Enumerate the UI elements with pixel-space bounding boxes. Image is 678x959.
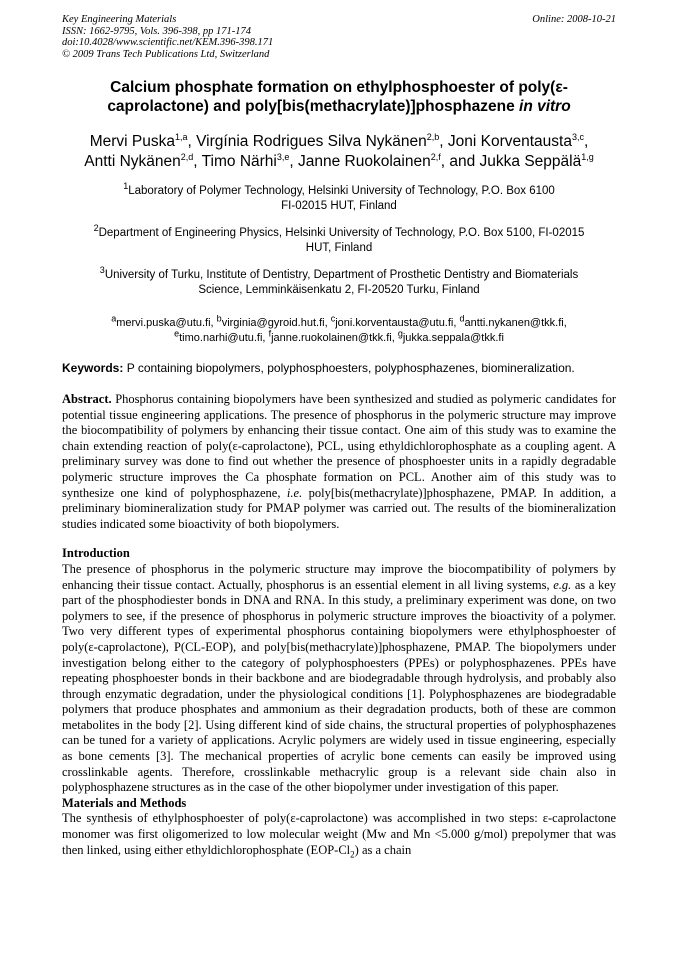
affiliation-3: $^3$University of Turku, Institute of Dentistry, Department of Prosthetic Dentistry and Biomaterials Science, Lemminkäisenkatu 2, FI-20520 Turku, Finland [99,265,579,296]
copyright-line: © 2009 Trans Tech Publications Ltd, Switzerland [62,48,270,60]
keywords-label: Keywords: [62,361,124,375]
journal-header [62,14,616,60]
title-line-2 [62,97,616,116]
email-c[interactable]: joni.korventausta@utu.fi, [335,317,457,329]
methods-heading: Materials and Methods [62,795,187,810]
keywords-text: P containing biopolymers, polyphosphoesters, polyphosphazenes, biomineralization. [126,361,575,375]
author: Joni Korventausta$^{3,c}$ [447,131,584,150]
title-italic: in vitro [519,98,571,115]
methods-text: The synthesis of ethylphosphoester of poly(ε-caprolactone) was accomplished in two steps: ε-caprolactone monomer was first oligomerized to low molecular weight (Mw and Mn <5.000 g/mol) prepolymer that was then linked, using either ethyldichlorophosphate $(EOP-Cl_2)$ as a chain [62,811,616,860]
introduction-heading: Introduction [62,546,130,561]
paper-page [62,14,616,863]
email-f[interactable]: janne.ruokolainen@tkk.fi, [271,331,395,344]
abstract-label: Abstract. [62,392,112,406]
journal-name: Key Engineering Materials [62,14,177,25]
title-line-1: Calcium phosphate formation on ethylphosphoester of poly(ε- [110,79,568,96]
introduction-text: The presence of phosphorus in the polymeric structure may improve the biocompatibility of polymers by enhancing their tissue contact. Actually, phosphorus is an essential element in all living systems, e.g. as a key part of the phosphodiester bonds in DNA and RNA. In this study, a preliminary experiment was done, on two polymers to see, if the presence of phosphorus in polymeric structure improves the bioactivity of a polymer. Two very different types of experimental phosphorus containing biopolymers were ethylphosphoester of poly(ε-caprolactone), P(CL-EOP), and poly[bis(methacrylate)]phosphazene, PMAP. The biopolymers under investigation belong either to the category of polyphosphoesters (PPEs) or polyphosphazenes. PPEs have repeating phosphoester bonds in their backbone and are biodegradable through hydrolysis, and probably also through enzymatic degradation, under the physiological conditions [1]. Polyphosphazenes are biodegradable polymers that produce phosphates and ammonium as their degradation products, both of these are common metabolites in the body [2]. Using different kind of side chains, the structural properties of polyphosphazenes can be tuned for a variety of applications. Acrylic polymers are widely used in tissue engineering, especially as bone cements [3]. The mechanical properties of acrylic bone cements can easily be improved using crosslinkable agents. Therefore, crosslinkable methacrylic group is a relevant side chain also in polyphosphazene structures as in the case of the other biopolymer under investigation of this paper. [62,561,617,795]
keywords [62,361,616,376]
email-e[interactable]: timo.narhi@utu.fi, [179,331,266,344]
affiliation-2: $^2$Department of Engineering Physics, Helsinki University of Technology, P.O. Box 5100, FI-02015 HUT, Finland [93,223,585,254]
email-b[interactable]: virginia@gyroid.hut.fi, [221,317,328,329]
author: Jukka Seppälä$^{1,g}$ [479,151,594,170]
author-list: Mervi Puska$^{1,a}$, Virgínia Rodrigues Silva Nykänen$^{2,b}$, Joni Korventausta$^{3,c}$, Antti Nykänen$^{2,d}$, Timo Närhi$^{3,e}$, Janne Ruokolainen$^{2,f}$, and Jukka Seppälä$^{1,g}$ [84,131,594,170]
abstract: Abstract. Phosphorus containing biopolymers have been synthesized and studied as polymeric candidates for potential tissue engineering applications. The presence of phosphorus in the polymeric structure may improve the biocompatibility of polymers by enhancing their tissue contact. One aim of this study was to examine the chain extending reaction of poly(ε-caprolactone), PCL, using ethyldichlorophosphate as a coupling agent. A preliminary survey was done to find out whether the presence of phosphoester units in a rapidly degradable polymeric structure improves the Ca phosphate formation on PCL. Another aim of this study was to synthesize one kind of polyphosphazene, i.e. poly[bis(methacrylate)]phosphazene, PMAP. In addition, a preliminary biomineralization study for PMAP polymer was carried out. The results of the biomineralization studies indicated some bioactivity of both biopolymers. [62,392,616,531]
affiliation-1: $^1$Laboratory of Polymer Technology, Helsinki University of Technology, P.O. Box 6100 FI-02015 HUT, Finland [123,181,555,212]
email-d[interactable]: antti.nykanen@tkk.fi, [464,317,567,329]
author: Mervi Puska$^{1,a}$ [89,131,188,150]
author: Virgínia Rodrigues Silva Nykänen$^{2,b}$ [196,131,440,150]
email-a[interactable]: mervi.puska@utu.fi, [116,317,214,329]
online-date: Online: 2008-10-21 [532,14,616,25]
email-list: $^a$mervi.puska@utu.fi, $^b$virginia@gyroid.hut.fi, $^c$joni.korventausta@utu.fi, $^d$antti.nykanen@tkk.fi, $^e$timo.narhi@utu.fi, $^f$janne.ruokolainen@tkk.fi, $^g$jukka.seppala@tkk.fi [111,313,567,344]
email-g[interactable]: jukka.seppala@tkk.fi [402,331,504,344]
author: Janne Ruokolainen$^{2,f}$ [298,151,441,170]
author: Timo Närhi$^{3,e}$ [201,151,290,170]
doi-line: doi:10.4028/www.scientific.net/KEM.396-398.171 [62,37,274,48]
title-line-2-main: caprolactone) and poly[bis(methacrylate)]phosphazene [107,98,520,115]
paper-title [62,78,616,116]
author: Antti Nykänen$^{2,d}$ [84,151,194,170]
issn-line: ISSN: 1662-9795, Vols. 396-398, pp 171-174 [62,25,251,37]
